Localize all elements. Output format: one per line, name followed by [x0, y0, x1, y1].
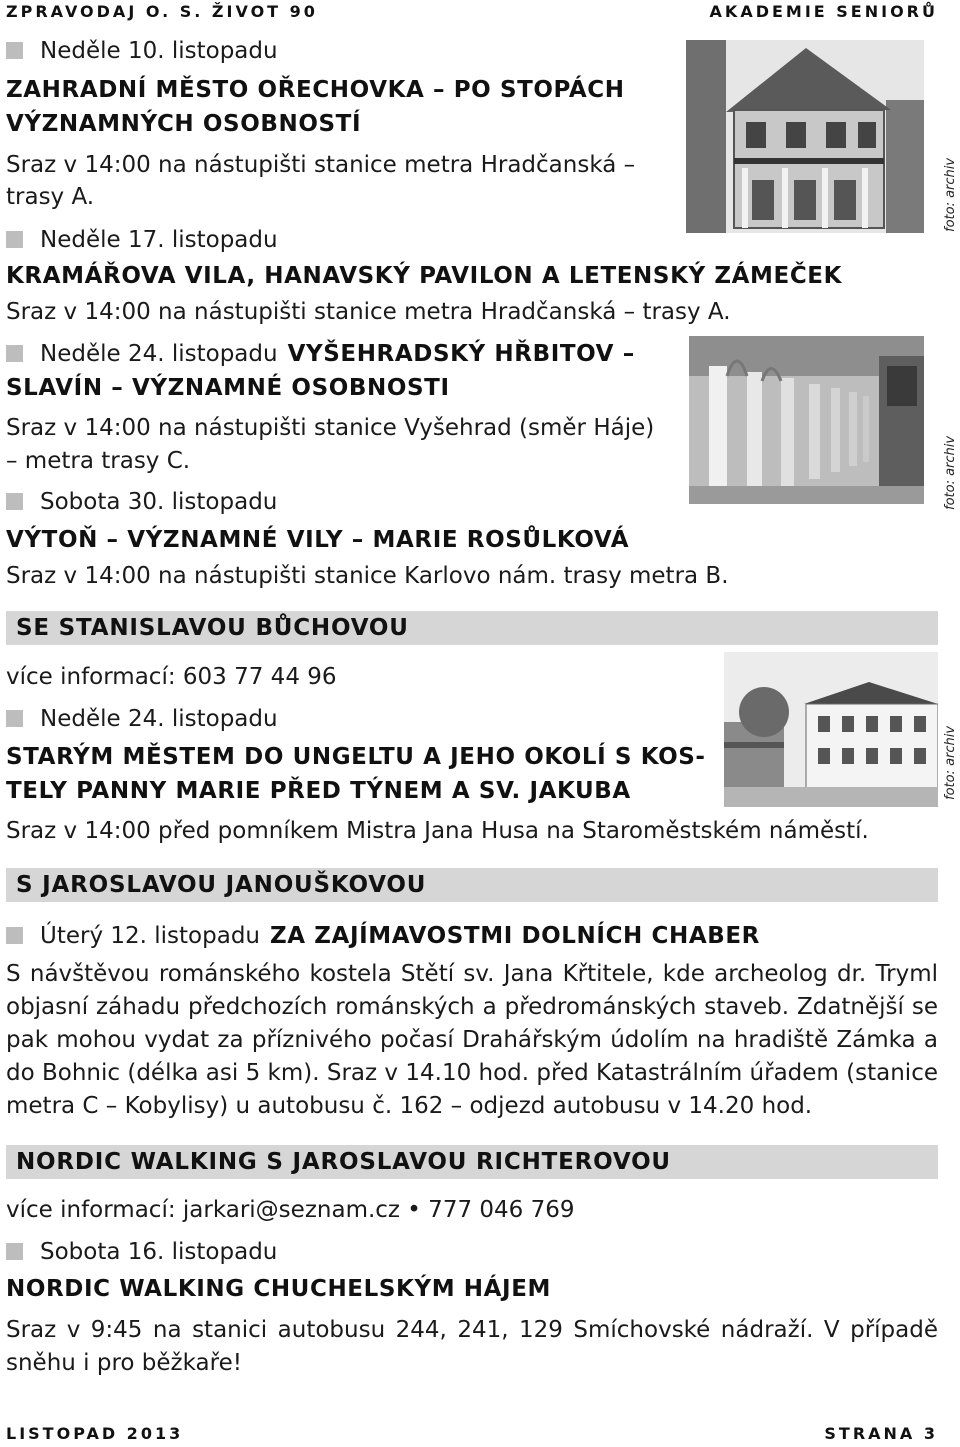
bullet-square-icon	[6, 1243, 23, 1260]
old-town-photo	[724, 652, 938, 807]
bullet-square-icon	[6, 927, 23, 944]
section-heading: SE STANISLAVOU BŮCHOVOU	[6, 611, 938, 645]
photo-credit: foto: archiv	[943, 435, 958, 510]
bullet-square-icon	[6, 710, 23, 727]
event-title: TELY PANNY MARIE PŘED TÝNEM A SV. JAKUBA	[6, 778, 631, 804]
header-right: AKADEMIE SENIORŮ	[709, 2, 938, 21]
section-heading: NORDIC WALKING S JAROSLAVOU RICHTEROVOU	[6, 1145, 938, 1179]
bullet-square-icon	[6, 42, 23, 59]
event-title: VÝTOŇ – VÝZNAMNÉ VILY – MARIE ROSŮLKOVÁ	[6, 527, 630, 553]
event-meeting-point: Sraz v 14:00 před pomníkem Mistra Jana Husa na Staroměstském náměstí.	[6, 818, 869, 844]
event-title: SLAVÍN – VÝZNAMNÉ OSOBNOSTI	[6, 375, 450, 401]
event-meeting-point: Sraz v 14:00 na nástupišti stanice Karlovo nám. trasy metra B.	[6, 563, 729, 589]
event-meeting-point: Sraz v 14:00 na nástupišti stanice metra Hradčanská – trasy A.	[6, 299, 731, 325]
event-description: S návštěvou románského kostela Stětí sv. Jana Křtitele, kde archeolog dr. Tryml objasní záhadu předchozích románských a předrománských staveb. Zdatnější se pak mohou vydat za příznivého počasí Drahářským údolím na hradiště Zámka a do Bohnic (délka asi 5 km). Sraz v 14.10 hod. před Katastrálním úřadem (stanice metra C – Kobylisy) u autobusu č. 162 – odjezd autobusu v 14.20 hod.	[6, 961, 938, 1119]
event-meeting-point: Sraz v 14:00 na nástupišti stanice Vyšehrad (směr Háje)	[6, 415, 655, 441]
event-title: VÝZNAMNÝCH OSOBNOSTÍ	[6, 111, 362, 137]
event-title: NORDIC WALKING CHUCHELSKÝM HÁJEM	[6, 1276, 551, 1302]
event-date: Sobota 30. listopadu	[6, 487, 277, 517]
bullet-square-icon	[6, 493, 23, 510]
photo-credit: foto: archiv	[943, 725, 958, 800]
bullet-square-icon	[6, 231, 23, 248]
event-title: KRAMÁŘOVA VILA, HANAVSKÝ PAVILON A LETENSKÝ ZÁMEČEK	[6, 263, 843, 289]
footer-left: LISTOPAD 2013	[6, 1424, 184, 1443]
info-contact: více informací: jarkari@seznam.cz • 777 046 769	[6, 1197, 575, 1223]
event-date: Sobota 16. listopadu	[6, 1237, 277, 1267]
event-title: ZAHRADNÍ MĚSTO OŘECHOVKA – PO STOPÁCH	[6, 77, 625, 103]
event-title: STARÝM MĚSTEM DO UNGELTU A JEHO OKOLÍ S KOS-	[6, 744, 706, 770]
event-meeting-point: Sraz v 14:00 na nástupišti stanice metra Hradčanská –	[6, 152, 636, 178]
event-meeting-point: – metra trasy C.	[6, 448, 191, 474]
event-date: Neděle 24. listopadu VYŠEHRADSKÝ HŘBITOV –	[6, 338, 635, 371]
info-contact: více informací: 603 77 44 96	[6, 664, 337, 690]
event-meeting-point: trasy A.	[6, 184, 95, 210]
event-date: Neděle 24. listopadu	[6, 704, 278, 734]
bullet-square-icon	[6, 345, 23, 362]
villa-photo	[686, 40, 924, 233]
section-heading: S JAROSLAVOU JANOUŠKOVOU	[6, 868, 938, 902]
event-date: Neděle 10. listopadu	[6, 36, 278, 66]
event-description: Sraz v 9:45 na stanici autobusu 244, 241, 129 Smíchovské nádraží. V případě sněhu i pro běžkaře!	[6, 1317, 938, 1376]
event-date: Neděle 17. listopadu	[6, 225, 278, 255]
event-date: Úterý 12. listopadu ZA ZAJÍMAVOSTMI DOLNÍCH CHABER	[6, 920, 760, 953]
photo-credit: foto: archiv	[943, 157, 958, 232]
footer-right: STRANA 3	[824, 1424, 938, 1443]
arcade-photo	[689, 336, 924, 504]
header-left: ZPRAVODAJ O. S. ŽIVOT 90	[6, 2, 318, 21]
